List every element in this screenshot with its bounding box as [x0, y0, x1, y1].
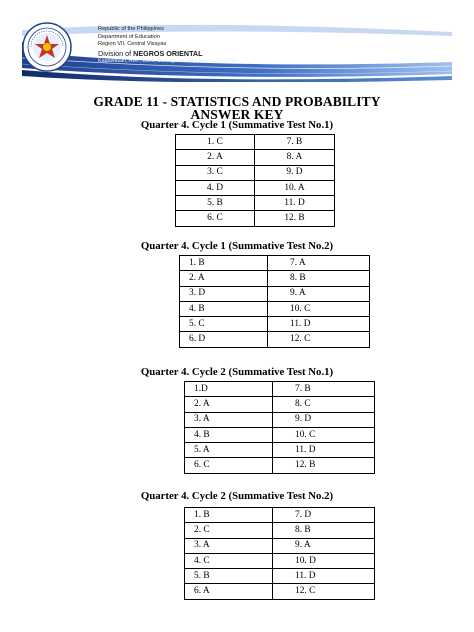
letterhead-banner — [22, 22, 452, 82]
answer-cell: 7. D — [273, 508, 375, 523]
answer-cell: 5. A — [185, 443, 273, 458]
header-line-department: Department of Education — [98, 33, 160, 40]
answer-cell: 4. B — [185, 427, 273, 442]
answer-cell: 6. C — [185, 458, 273, 473]
answer-cell: 5. B — [176, 196, 255, 211]
banner-swoosh-graphic — [22, 22, 452, 82]
answer-cell: 10. D — [273, 553, 375, 568]
answer-cell: 2. C — [185, 523, 273, 538]
table-row — [176, 196, 335, 211]
table-row — [185, 382, 375, 397]
table-row — [185, 569, 375, 584]
table-row — [185, 538, 375, 553]
test-caption-q4-c2-st1: Quarter 4. Cycle 2 (Summative Test No.1) — [140, 366, 334, 378]
division-name: NEGROS ORIENTAL — [133, 48, 203, 58]
answer-cell: 12. B — [273, 458, 375, 473]
answer-cell: 9. D — [255, 165, 335, 180]
answer-table-q4-c1-st2 — [179, 255, 370, 348]
table-row — [176, 135, 335, 150]
answer-cell: 10. C — [268, 301, 370, 316]
header-address: Kagawasan, Ave., Daro, Dumaguete City, Negros Oriental — [98, 57, 237, 64]
answer-cell: 11. D — [273, 443, 375, 458]
header-division — [98, 49, 236, 58]
answer-cell: 10. A — [255, 180, 335, 195]
answer-cell: 11. D — [268, 317, 370, 332]
answer-cell: 11. D — [273, 569, 375, 584]
answer-cell: 3. C — [176, 165, 255, 180]
answer-cell: 7. B — [255, 135, 335, 150]
answer-cell: 11. D — [255, 196, 335, 211]
table-row — [176, 150, 335, 165]
answer-cell: 4. D — [176, 180, 255, 195]
answer-cell: 9. A — [268, 286, 370, 301]
answer-cell: 1. C — [176, 135, 255, 150]
table-row — [185, 427, 375, 442]
table-row — [180, 301, 370, 316]
answer-cell: 6. A — [185, 584, 273, 599]
answer-cell: 8. B — [268, 271, 370, 286]
answer-table-q4-c1-st1 — [175, 134, 335, 227]
header-line-region: Region VII, Central Visayas — [98, 41, 167, 48]
answer-cell: 1.D — [185, 382, 273, 397]
answer-cell: 3. D — [180, 286, 268, 301]
answer-cell: 2. A — [176, 150, 255, 165]
answer-cell: 12. C — [268, 332, 370, 347]
table-row — [176, 180, 335, 195]
table-row — [185, 508, 375, 523]
table-row — [180, 317, 370, 332]
table-row — [185, 443, 375, 458]
answer-cell: 3. A — [185, 412, 273, 427]
answer-cell: 8. B — [273, 523, 375, 538]
test-caption-q4-c1-st2: Quarter 4. Cycle 1 (Summative Test No.2) — [140, 240, 334, 252]
answer-cell: 6. D — [180, 332, 268, 347]
table-row — [180, 286, 370, 301]
letterhead-text — [98, 26, 236, 65]
document-title: GRADE 11 - STATISTICS AND PROBABILITY — [93, 94, 381, 109]
answer-cell: 1. B — [185, 508, 273, 523]
answer-cell: 7. A — [268, 256, 370, 271]
answer-cell: 3. A — [185, 538, 273, 553]
answer-cell: 9. A — [273, 538, 375, 553]
answer-cell: 8. A — [255, 150, 335, 165]
answer-cell: 10. C — [273, 427, 375, 442]
table-row — [180, 256, 370, 271]
answer-cell: 12. B — [255, 211, 335, 226]
answer-cell: 2. A — [185, 397, 273, 412]
document-subtitle: ANSWER KEY — [190, 107, 284, 122]
table-row — [185, 553, 375, 568]
test-caption-q4-c1-st1: Quarter 4. Cycle 1 (Summative Test No.1) — [140, 119, 334, 131]
table-row — [185, 412, 375, 427]
answer-table-q4-c2-st2 — [184, 507, 375, 600]
division-prefix: Division of — [98, 48, 134, 58]
answer-cell: 5. C — [180, 317, 268, 332]
answer-cell: 4. C — [185, 553, 273, 568]
table-row — [185, 397, 375, 412]
answer-cell: 2. A — [180, 271, 268, 286]
answer-cell: 1. B — [180, 256, 268, 271]
answer-table-q4-c2-st1 — [184, 381, 375, 474]
answer-cell: 9. D — [273, 412, 375, 427]
table-row — [185, 584, 375, 599]
answer-cell: 7. B — [273, 382, 375, 397]
table-row — [176, 165, 335, 180]
answer-cell: 12. C — [273, 584, 375, 599]
answer-cell: 5. B — [185, 569, 273, 584]
test-caption-q4-c2-st2: Quarter 4. Cycle 2 (Summative Test No.2) — [140, 490, 334, 502]
answer-cell: 4. B — [180, 301, 268, 316]
table-row — [180, 271, 370, 286]
answer-cell: 6. C — [176, 211, 255, 226]
table-row — [176, 211, 335, 226]
table-row — [185, 523, 375, 538]
table-row — [180, 332, 370, 347]
deped-division-seal-icon — [22, 22, 72, 72]
table-row — [185, 458, 375, 473]
header-line-republic: Republic of the Philippines — [98, 26, 164, 32]
answer-cell: 8. C — [273, 397, 375, 412]
